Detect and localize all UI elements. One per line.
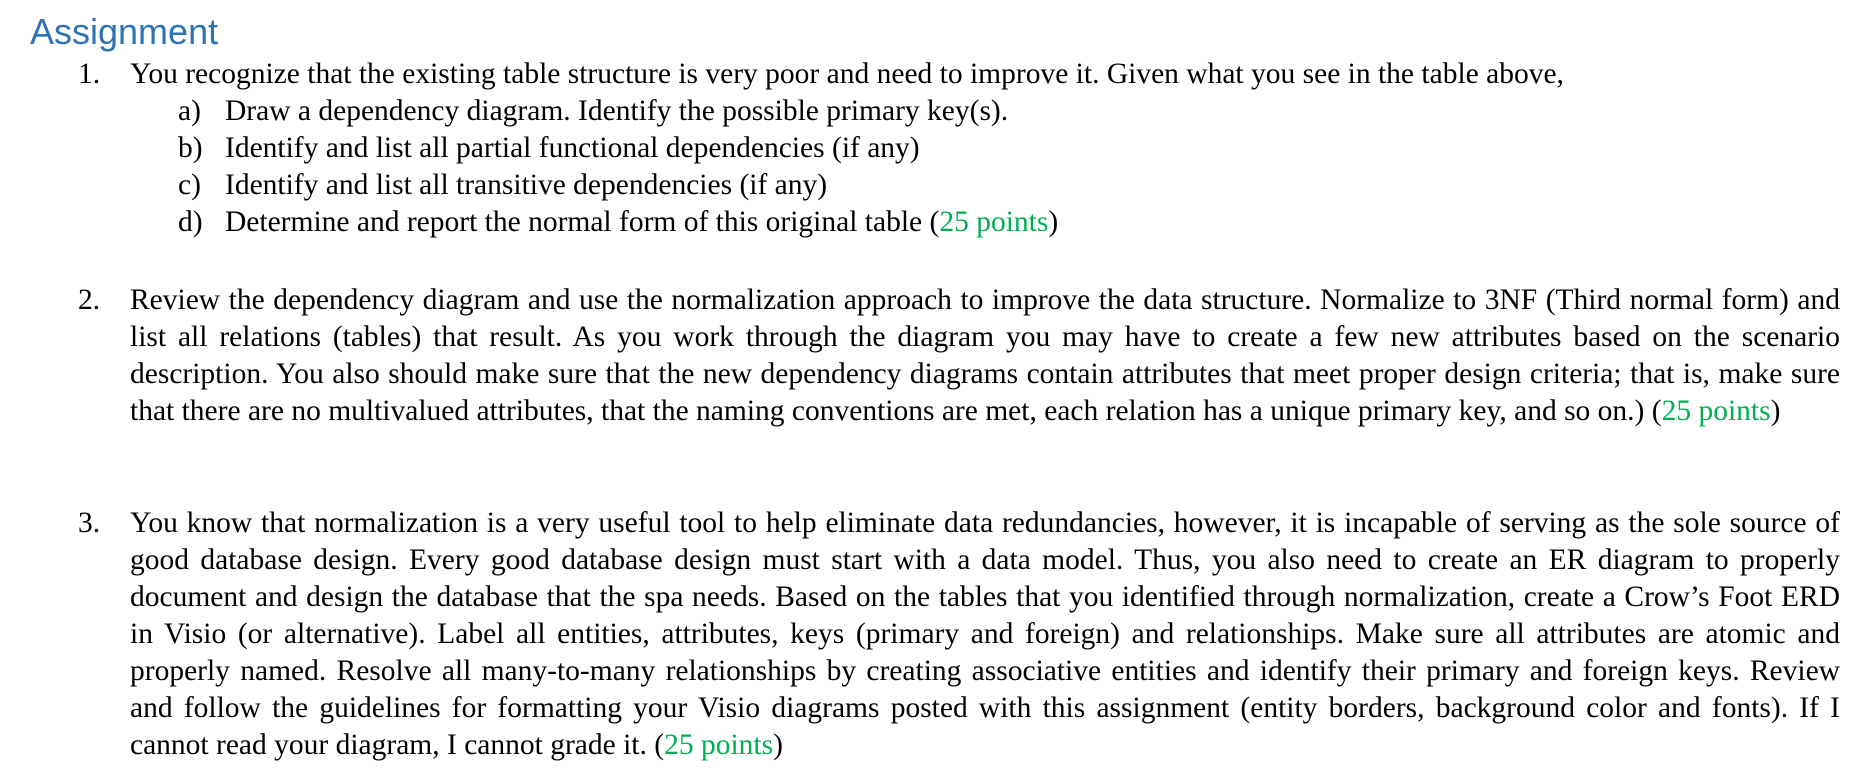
question-number: 2. — [78, 284, 101, 316]
question-text-block — [130, 282, 1840, 430]
points-value: 25 points — [1661, 395, 1771, 427]
subquestion-text: Identify and list all transitive dependencies (if any) — [225, 169, 828, 201]
question-text: You recognize that the existing table structure is very poor and need to improve it. Given what you see in the table above, — [130, 58, 1564, 90]
points-value: 25 points — [939, 206, 1049, 238]
subquestion-list — [130, 93, 1840, 241]
subquestion-d — [178, 204, 1840, 241]
assignment-heading: Assignment — [30, 11, 219, 52]
subquestion-text: Identify and list all partial functional dependencies (if any) — [225, 132, 920, 164]
subquestion-letter: b) — [178, 132, 203, 164]
question-number: 3. — [78, 507, 101, 539]
question-2 — [78, 282, 1840, 430]
points-value: 25 points — [664, 729, 774, 761]
question-text-block — [130, 505, 1840, 764]
subquestion-letter: c) — [178, 169, 201, 201]
closing-paren: ) — [1048, 206, 1059, 238]
subquestion-c — [178, 167, 1840, 204]
subquestion-b — [178, 130, 1840, 167]
subquestion-text: Draw a dependency diagram. Identify the possible primary key(s). — [225, 95, 1009, 127]
closing-paren: ) — [1770, 395, 1781, 427]
question-1 — [78, 56, 1840, 241]
subquestion-text: Determine and report the normal form of this original table ( — [225, 206, 940, 238]
question-3 — [78, 505, 1840, 764]
subquestion-a — [178, 93, 1840, 130]
question-text-block — [130, 56, 1840, 241]
question-text: You know that normalization is a very useful tool to help eliminate data redundancies, however, it is incapable of serving as the sole source of good database design. Every good database design must start with a data model. Thus, you also need to create an ER diagram to properly document and design the database that the spa needs. Based on the tables that you identified through normalization, create a Crow’s Foot ERD in Visio (or alternative). Label all entities, attributes, keys (primary and foreign) and relationships. Make sure all attributes are atomic and properly named. Resolve all many-to-many relationships by creating associative entities and identify their primary and foreign keys. Review and follow the guidelines for formatting your Visio diagrams posted with this assignment (entity borders, background color and fonts). If I cannot read your diagram, I cannot grade it. ( — [130, 507, 1840, 761]
closing-paren: ) — [773, 729, 783, 761]
question-text: Review the dependency diagram and use the normalization approach to improve the data structure. Normalize to 3NF (Third normal form) and list all relations (tables) that result. As you work through the diagram you may have to create a few new attributes based on the scenario description. You also should make sure that the new dependency diagrams contain attributes that meet proper design criteria; that is, make sure that there are no multivalued attributes, that the naming conventions are met, each relation has a unique primary key, and so on.) ( — [130, 284, 1840, 427]
subquestion-letter: a) — [178, 95, 201, 127]
question-number: 1. — [78, 58, 101, 90]
subquestion-letter: d) — [178, 206, 203, 238]
